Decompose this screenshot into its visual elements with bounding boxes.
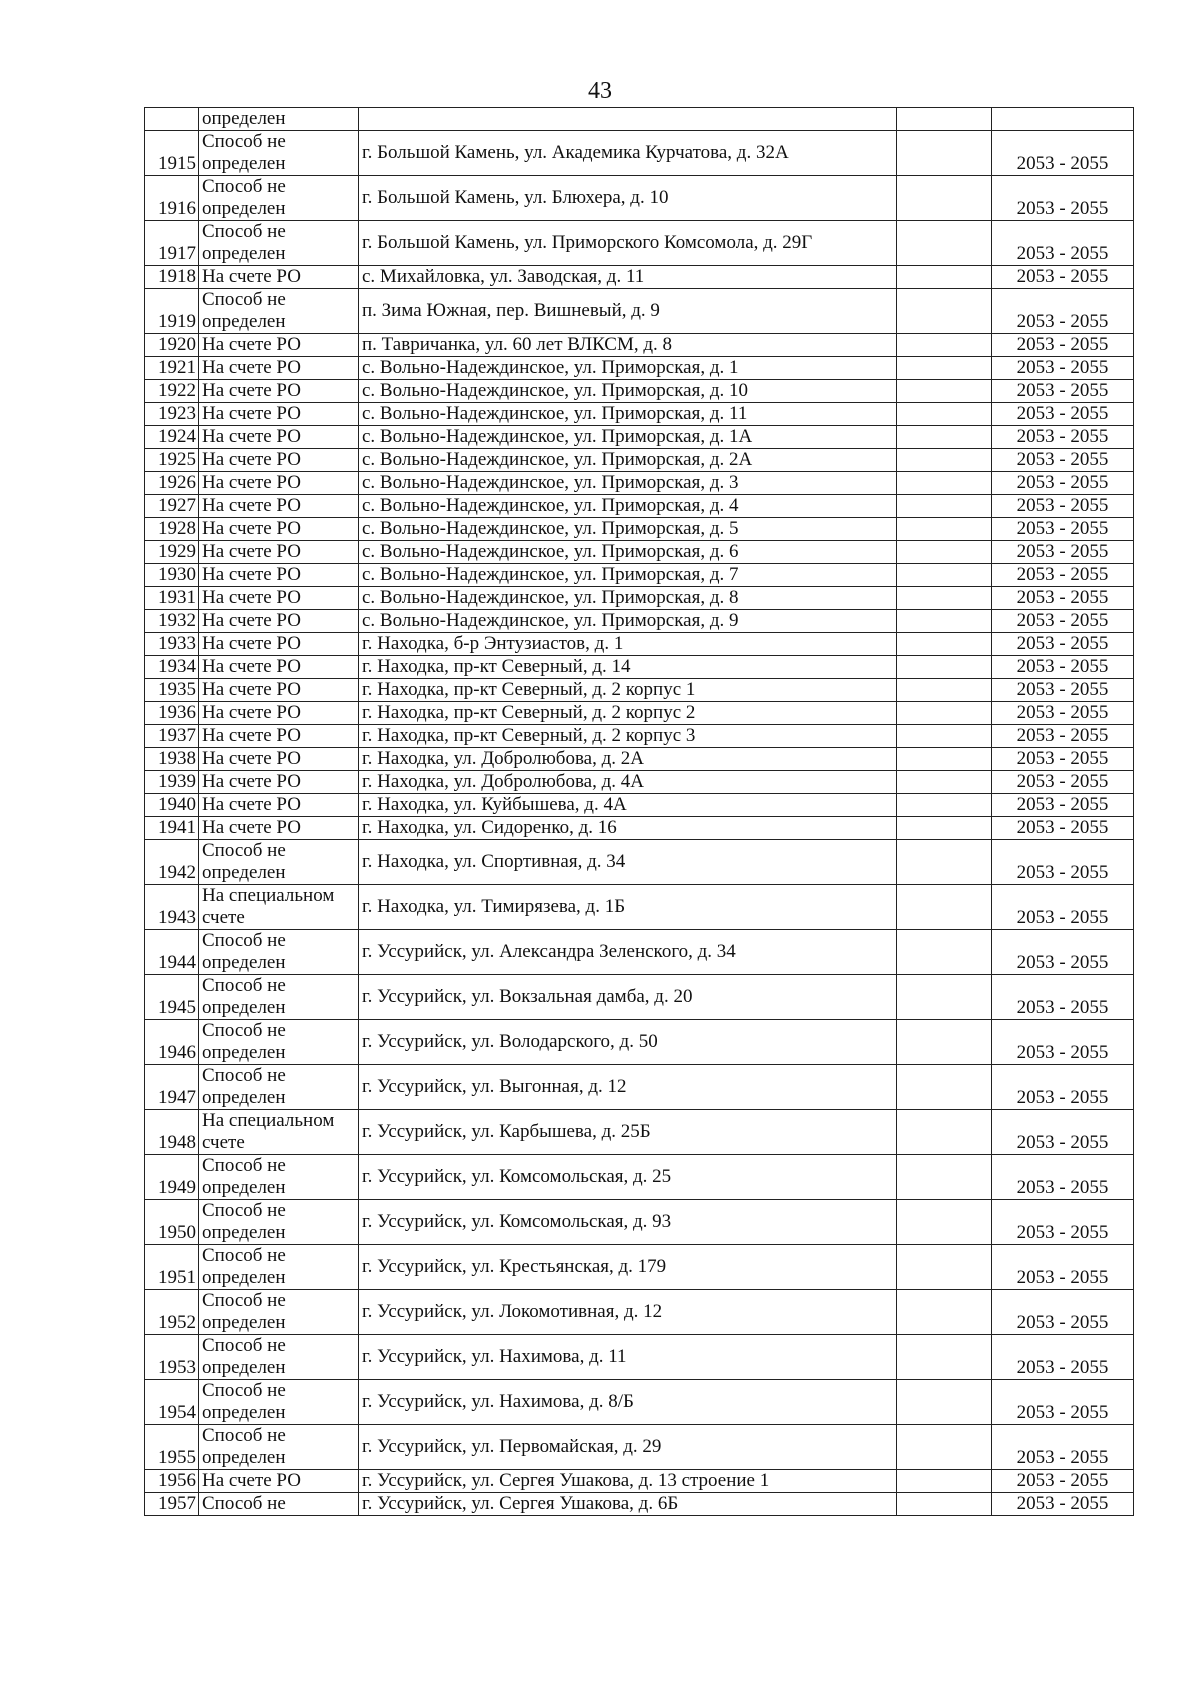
table-row	[145, 108, 1134, 131]
registry-body	[145, 108, 1134, 1516]
address-cell: г. Находка, ул. Куйбышева, д. 4А	[359, 794, 897, 817]
table-row	[145, 840, 1134, 885]
address-cell: г. Уссурийск, ул. Локомотивная, д. 12	[359, 1290, 897, 1335]
row-number-cell: 1945	[145, 975, 199, 1020]
blank-cell	[897, 426, 992, 449]
period-cell: 2053 - 2055	[992, 426, 1134, 449]
row-number-cell: 1957	[145, 1493, 199, 1516]
address-cell: г. Находка, пр-кт Северный, д. 2 корпус 1	[359, 679, 897, 702]
table-row	[145, 1425, 1134, 1470]
table-row	[145, 817, 1134, 840]
address-cell: с. Вольно-Надеждинское, ул. Приморская, д. 3	[359, 472, 897, 495]
blank-cell	[897, 108, 992, 131]
blank-cell	[897, 1020, 992, 1065]
address-cell: с. Михайловка, ул. Заводская, д. 11	[359, 266, 897, 289]
table-row	[145, 1020, 1134, 1065]
address-cell: с. Вольно-Надеждинское, ул. Приморская, д. 9	[359, 610, 897, 633]
row-number-cell: 1915	[145, 131, 199, 176]
blank-cell	[897, 221, 992, 266]
blank-cell	[897, 541, 992, 564]
period-cell: 2053 - 2055	[992, 1245, 1134, 1290]
row-number-cell: 1939	[145, 771, 199, 794]
address-cell: г. Находка, пр-кт Северный, д. 2 корпус 3	[359, 725, 897, 748]
period-cell: 2053 - 2055	[992, 289, 1134, 334]
table-row	[145, 334, 1134, 357]
row-number-cell: 1943	[145, 885, 199, 930]
method-cell: Способ не	[199, 1493, 359, 1516]
blank-cell	[897, 266, 992, 289]
table-row	[145, 541, 1134, 564]
row-number-cell: 1931	[145, 587, 199, 610]
period-cell: 2053 - 2055	[992, 656, 1134, 679]
table-row	[145, 472, 1134, 495]
row-number-cell: 1932	[145, 610, 199, 633]
method-cell: На счете РО	[199, 403, 359, 426]
method-cell: Способ не определен	[199, 1290, 359, 1335]
period-cell: 2053 - 2055	[992, 885, 1134, 930]
row-number-cell: 1922	[145, 380, 199, 403]
table-row	[145, 1290, 1134, 1335]
period-cell: 2053 - 2055	[992, 1470, 1134, 1493]
address-cell: с. Вольно-Надеждинское, ул. Приморская, д. 11	[359, 403, 897, 426]
row-number-cell: 1946	[145, 1020, 199, 1065]
address-cell: г. Уссурийск, ул. Нахимова, д. 8/Б	[359, 1380, 897, 1425]
table-row	[145, 725, 1134, 748]
address-cell: г. Уссурийск, ул. Крестьянская, д. 179	[359, 1245, 897, 1290]
period-cell: 2053 - 2055	[992, 771, 1134, 794]
table-row	[145, 289, 1134, 334]
address-cell: с. Вольно-Надеждинское, ул. Приморская, д. 6	[359, 541, 897, 564]
method-cell: На счете РО	[199, 426, 359, 449]
method-cell: Способ не определен	[199, 930, 359, 975]
period-cell: 2053 - 2055	[992, 1290, 1134, 1335]
method-cell: На счете РО	[199, 656, 359, 679]
table-row	[145, 656, 1134, 679]
blank-cell	[897, 975, 992, 1020]
address-cell: с. Вольно-Надеждинское, ул. Приморская, д. 5	[359, 518, 897, 541]
table-row	[145, 610, 1134, 633]
row-number-cell: 1930	[145, 564, 199, 587]
period-cell: 2053 - 2055	[992, 176, 1134, 221]
blank-cell	[897, 1290, 992, 1335]
address-cell: с. Вольно-Надеждинское, ул. Приморская, д. 7	[359, 564, 897, 587]
table-row	[145, 176, 1134, 221]
method-cell: Способ не определен	[199, 1200, 359, 1245]
row-number-cell: 1950	[145, 1200, 199, 1245]
row-number-cell: 1934	[145, 656, 199, 679]
table-row	[145, 587, 1134, 610]
method-cell: На счете РО	[199, 794, 359, 817]
table-row	[145, 1470, 1134, 1493]
table-row	[145, 702, 1134, 725]
blank-cell	[897, 1425, 992, 1470]
table-row	[145, 794, 1134, 817]
blank-cell	[897, 1155, 992, 1200]
row-number-cell: 1947	[145, 1065, 199, 1110]
method-cell: На счете РО	[199, 357, 359, 380]
address-cell: г. Находка, ул. Спортивная, д. 34	[359, 840, 897, 885]
period-cell	[992, 108, 1134, 131]
row-number-cell: 1942	[145, 840, 199, 885]
address-cell: г. Большой Камень, ул. Блюхера, д. 10	[359, 176, 897, 221]
table-row	[145, 564, 1134, 587]
table-row	[145, 495, 1134, 518]
address-cell: г. Находка, ул. Добролюбова, д. 4А	[359, 771, 897, 794]
method-cell: На счете РО	[199, 771, 359, 794]
method-cell: Способ не определен	[199, 840, 359, 885]
period-cell: 2053 - 2055	[992, 587, 1134, 610]
blank-cell	[897, 1493, 992, 1516]
method-cell: Способ не определен	[199, 975, 359, 1020]
method-cell: Способ не определен	[199, 1245, 359, 1290]
table-row	[145, 1493, 1134, 1516]
address-cell: с. Вольно-Надеждинское, ул. Приморская, д. 2А	[359, 449, 897, 472]
method-cell: Способ не определен	[199, 1020, 359, 1065]
method-cell: На счете РО	[199, 725, 359, 748]
method-cell: определен	[199, 108, 359, 131]
blank-cell	[897, 1110, 992, 1155]
row-number-cell: 1955	[145, 1425, 199, 1470]
blank-cell	[897, 1380, 992, 1425]
address-cell: г. Находка, пр-кт Северный, д. 2 корпус 2	[359, 702, 897, 725]
table-row	[145, 930, 1134, 975]
page-number: 43	[588, 78, 612, 104]
method-cell: Способ не определен	[199, 289, 359, 334]
method-cell: Способ не определен	[199, 221, 359, 266]
period-cell: 2053 - 2055	[992, 1200, 1134, 1245]
period-cell: 2053 - 2055	[992, 840, 1134, 885]
address-cell: г. Уссурийск, ул. Володарского, д. 50	[359, 1020, 897, 1065]
address-cell	[359, 108, 897, 131]
table-row	[145, 449, 1134, 472]
address-cell: с. Вольно-Надеждинское, ул. Приморская, д. 4	[359, 495, 897, 518]
period-cell: 2053 - 2055	[992, 748, 1134, 771]
table-row	[145, 748, 1134, 771]
method-cell: На специальном счете	[199, 885, 359, 930]
period-cell: 2053 - 2055	[992, 1110, 1134, 1155]
address-cell: п. Тавричанка, ул. 60 лет ВЛКСМ, д. 8	[359, 334, 897, 357]
row-number-cell: 1921	[145, 357, 199, 380]
period-cell: 2053 - 2055	[992, 472, 1134, 495]
method-cell: Способ не определен	[199, 1380, 359, 1425]
table-row	[145, 1335, 1134, 1380]
blank-cell	[897, 176, 992, 221]
registry-table	[144, 107, 1134, 1516]
table-row	[145, 633, 1134, 656]
row-number-cell: 1954	[145, 1380, 199, 1425]
table-row	[145, 426, 1134, 449]
method-cell: На счете РО	[199, 449, 359, 472]
blank-cell	[897, 633, 992, 656]
method-cell: На счете РО	[199, 334, 359, 357]
period-cell: 2053 - 2055	[992, 1335, 1134, 1380]
table-row	[145, 357, 1134, 380]
period-cell: 2053 - 2055	[992, 403, 1134, 426]
period-cell: 2053 - 2055	[992, 266, 1134, 289]
table-row	[145, 266, 1134, 289]
blank-cell	[897, 1245, 992, 1290]
blank-cell	[897, 725, 992, 748]
row-number-cell: 1951	[145, 1245, 199, 1290]
method-cell: На специальном счете	[199, 1110, 359, 1155]
row-number-cell: 1926	[145, 472, 199, 495]
address-cell: г. Находка, пр-кт Северный, д. 14	[359, 656, 897, 679]
blank-cell	[897, 131, 992, 176]
row-number-cell: 1935	[145, 679, 199, 702]
blank-cell	[897, 334, 992, 357]
method-cell: На счете РО	[199, 1470, 359, 1493]
period-cell: 2053 - 2055	[992, 1425, 1134, 1470]
row-number-cell: 1936	[145, 702, 199, 725]
blank-cell	[897, 587, 992, 610]
blank-cell	[897, 610, 992, 633]
period-cell: 2053 - 2055	[992, 930, 1134, 975]
method-cell: Способ не определен	[199, 1425, 359, 1470]
address-cell: г. Уссурийск, ул. Сергея Ушакова, д. 13 строение 1	[359, 1470, 897, 1493]
address-cell: г. Находка, б-р Энтузиастов, д. 1	[359, 633, 897, 656]
period-cell: 2053 - 2055	[992, 541, 1134, 564]
row-number-cell: 1929	[145, 541, 199, 564]
address-cell: г. Находка, ул. Сидоренко, д. 16	[359, 817, 897, 840]
blank-cell	[897, 771, 992, 794]
method-cell: Способ не определен	[199, 1335, 359, 1380]
period-cell: 2053 - 2055	[992, 702, 1134, 725]
address-cell: г. Находка, ул. Тимирязева, д. 1Б	[359, 885, 897, 930]
period-cell: 2053 - 2055	[992, 564, 1134, 587]
blank-cell	[897, 518, 992, 541]
blank-cell	[897, 840, 992, 885]
address-cell: г. Уссурийск, ул. Нахимова, д. 11	[359, 1335, 897, 1380]
address-cell: г. Находка, ул. Добролюбова, д. 2А	[359, 748, 897, 771]
address-cell: с. Вольно-Надеждинское, ул. Приморская, д. 8	[359, 587, 897, 610]
period-cell: 2053 - 2055	[992, 679, 1134, 702]
period-cell: 2053 - 2055	[992, 449, 1134, 472]
table-row	[145, 771, 1134, 794]
method-cell: На счете РО	[199, 495, 359, 518]
row-number-cell: 1937	[145, 725, 199, 748]
period-cell: 2053 - 2055	[992, 725, 1134, 748]
blank-cell	[897, 656, 992, 679]
address-cell: г. Уссурийск, ул. Выгонная, д. 12	[359, 1065, 897, 1110]
method-cell: Способ не определен	[199, 176, 359, 221]
blank-cell	[897, 817, 992, 840]
blank-cell	[897, 679, 992, 702]
method-cell: На счете РО	[199, 472, 359, 495]
period-cell: 2053 - 2055	[992, 794, 1134, 817]
blank-cell	[897, 472, 992, 495]
method-cell: На счете РО	[199, 633, 359, 656]
table-row	[145, 1245, 1134, 1290]
method-cell: Способ не определен	[199, 131, 359, 176]
blank-cell	[897, 1470, 992, 1493]
row-number-cell: 1923	[145, 403, 199, 426]
row-number-cell: 1938	[145, 748, 199, 771]
row-number-cell: 1952	[145, 1290, 199, 1335]
table-row	[145, 221, 1134, 266]
method-cell: На счете РО	[199, 541, 359, 564]
period-cell: 2053 - 2055	[992, 817, 1134, 840]
blank-cell	[897, 702, 992, 725]
row-number-cell: 1917	[145, 221, 199, 266]
blank-cell	[897, 794, 992, 817]
address-cell: г. Уссурийск, ул. Александра Зеленского, д. 34	[359, 930, 897, 975]
address-cell: с. Вольно-Надеждинское, ул. Приморская, д. 10	[359, 380, 897, 403]
method-cell: На счете РО	[199, 380, 359, 403]
method-cell: Способ не определен	[199, 1155, 359, 1200]
period-cell: 2053 - 2055	[992, 1380, 1134, 1425]
period-cell: 2053 - 2055	[992, 131, 1134, 176]
row-number-cell: 1953	[145, 1335, 199, 1380]
blank-cell	[897, 495, 992, 518]
row-number-cell: 1925	[145, 449, 199, 472]
address-cell: с. Вольно-Надеждинское, ул. Приморская, д. 1	[359, 357, 897, 380]
table-row	[145, 518, 1134, 541]
address-cell: г. Уссурийск, ул. Комсомольская, д. 25	[359, 1155, 897, 1200]
row-number-cell: 1933	[145, 633, 199, 656]
method-cell: На счете РО	[199, 610, 359, 633]
blank-cell	[897, 357, 992, 380]
method-cell: На счете РО	[199, 679, 359, 702]
row-number-cell: 1924	[145, 426, 199, 449]
table-row	[145, 1380, 1134, 1425]
table-row	[145, 1110, 1134, 1155]
table-row	[145, 403, 1134, 426]
address-cell: п. Зима Южная, пер. Вишневый, д. 9	[359, 289, 897, 334]
period-cell: 2053 - 2055	[992, 334, 1134, 357]
method-cell: На счете РО	[199, 587, 359, 610]
row-number-cell: 1928	[145, 518, 199, 541]
period-cell: 2053 - 2055	[992, 518, 1134, 541]
blank-cell	[897, 449, 992, 472]
blank-cell	[897, 1335, 992, 1380]
blank-cell	[897, 564, 992, 587]
table-row	[145, 131, 1134, 176]
method-cell: На счете РО	[199, 518, 359, 541]
address-cell: г. Большой Камень, ул. Приморского Комсомола, д. 29Г	[359, 221, 897, 266]
period-cell: 2053 - 2055	[992, 495, 1134, 518]
row-number-cell: 1927	[145, 495, 199, 518]
table-row	[145, 1065, 1134, 1110]
table-row	[145, 885, 1134, 930]
period-cell: 2053 - 2055	[992, 380, 1134, 403]
row-number-cell: 1949	[145, 1155, 199, 1200]
table-row	[145, 380, 1134, 403]
row-number-cell: 1920	[145, 334, 199, 357]
period-cell: 2053 - 2055	[992, 1155, 1134, 1200]
row-number-cell	[145, 108, 199, 131]
table-row	[145, 1200, 1134, 1245]
table-row	[145, 1155, 1134, 1200]
row-number-cell: 1940	[145, 794, 199, 817]
method-cell: Способ не определен	[199, 1065, 359, 1110]
address-cell: г. Уссурийск, ул. Комсомольская, д. 93	[359, 1200, 897, 1245]
row-number-cell: 1948	[145, 1110, 199, 1155]
row-number-cell: 1916	[145, 176, 199, 221]
blank-cell	[897, 885, 992, 930]
method-cell: На счете РО	[199, 702, 359, 725]
method-cell: На счете РО	[199, 817, 359, 840]
period-cell: 2053 - 2055	[992, 633, 1134, 656]
blank-cell	[897, 1065, 992, 1110]
method-cell: На счете РО	[199, 748, 359, 771]
blank-cell	[897, 1200, 992, 1245]
row-number-cell: 1956	[145, 1470, 199, 1493]
address-cell: г. Большой Камень, ул. Академика Курчатова, д. 32А	[359, 131, 897, 176]
row-number-cell: 1944	[145, 930, 199, 975]
period-cell: 2053 - 2055	[992, 610, 1134, 633]
address-cell: г. Уссурийск, ул. Первомайская, д. 29	[359, 1425, 897, 1470]
blank-cell	[897, 289, 992, 334]
table-row	[145, 975, 1134, 1020]
row-number-cell: 1918	[145, 266, 199, 289]
blank-cell	[897, 930, 992, 975]
period-cell: 2053 - 2055	[992, 975, 1134, 1020]
blank-cell	[897, 748, 992, 771]
blank-cell	[897, 403, 992, 426]
period-cell: 2053 - 2055	[992, 1493, 1134, 1516]
row-number-cell: 1941	[145, 817, 199, 840]
address-cell: г. Уссурийск, ул. Сергея Ушакова, д. 6Б	[359, 1493, 897, 1516]
method-cell: На счете РО	[199, 266, 359, 289]
address-cell: с. Вольно-Надеждинское, ул. Приморская, д. 1А	[359, 426, 897, 449]
method-cell: На счете РО	[199, 564, 359, 587]
period-cell: 2053 - 2055	[992, 357, 1134, 380]
period-cell: 2053 - 2055	[992, 1020, 1134, 1065]
table-row	[145, 679, 1134, 702]
period-cell: 2053 - 2055	[992, 1065, 1134, 1110]
address-cell: г. Уссурийск, ул. Вокзальная дамба, д. 20	[359, 975, 897, 1020]
address-cell: г. Уссурийск, ул. Карбышева, д. 25Б	[359, 1110, 897, 1155]
period-cell: 2053 - 2055	[992, 221, 1134, 266]
blank-cell	[897, 380, 992, 403]
row-number-cell: 1919	[145, 289, 199, 334]
